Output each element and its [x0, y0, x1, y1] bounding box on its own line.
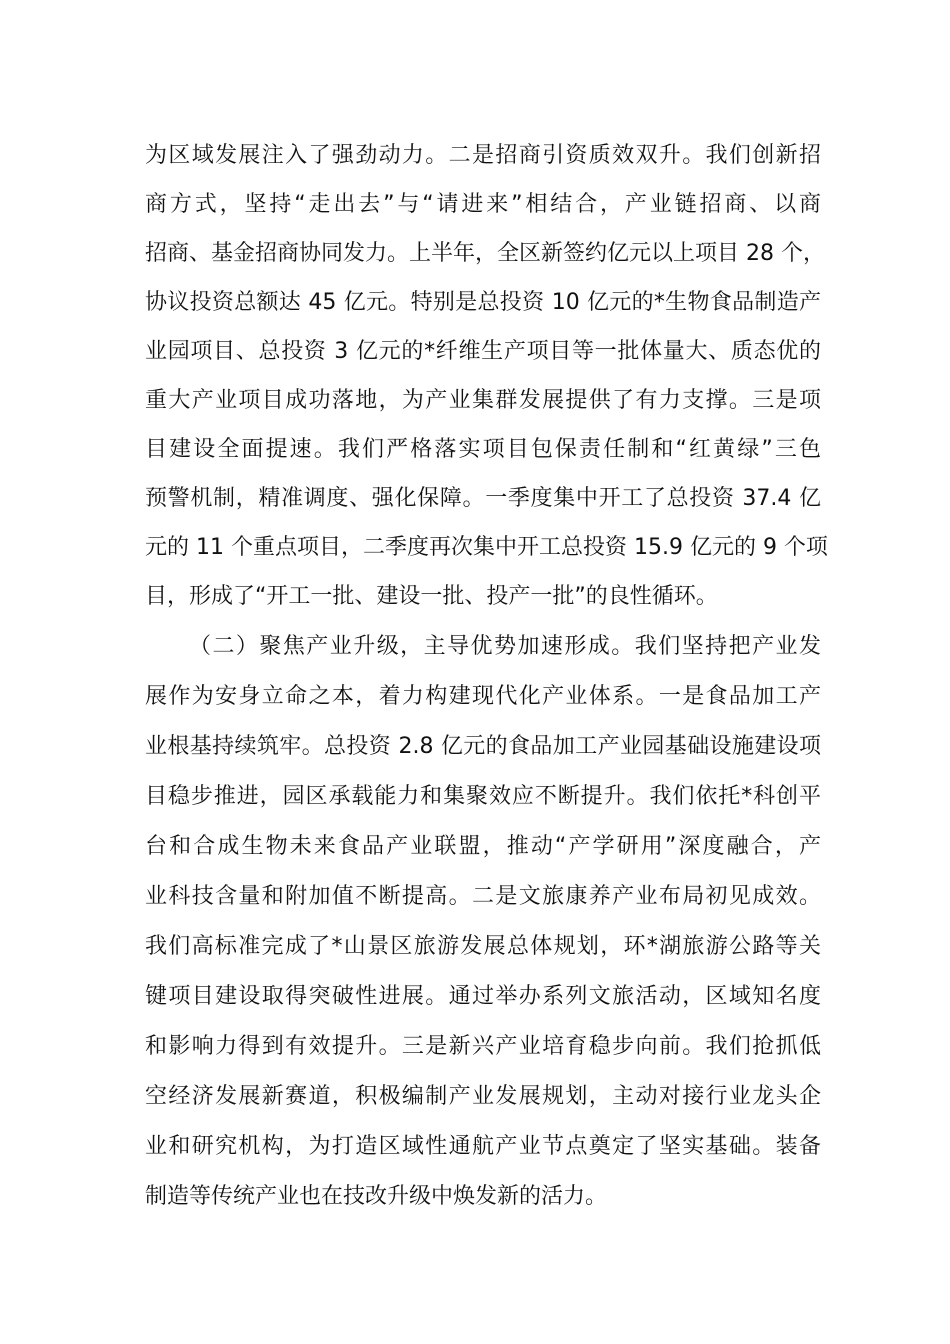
- text-line: 业根基持续筑牢。总投资 2.8 亿元的食品加工产业园基础设施建设项: [145, 734, 821, 759]
- text-line: 展作为安身立命之本，着力构建现代化产业体系。一是食品加工产: [145, 684, 821, 709]
- text-line: 台和合成生物未来食品产业联盟，推动“产学研用”深度融合，产: [145, 834, 821, 859]
- text-line: 为区域发展注入了强劲动力。二是招商引资质效双升。我们创新招: [145, 143, 821, 168]
- text-line: 元的 11 个重点项目，二季度再次集中开工总投资 15.9 亿元的 9 个项: [145, 535, 828, 560]
- text-line: 制造等传统产业也在技改升级中焕发新的活力。: [145, 1184, 608, 1209]
- text-line: 业和研究机构，为打造区域性通航产业节点奠定了坚实基础。装备: [145, 1134, 821, 1159]
- paragraph-industry-upgrade: [145, 622, 821, 1222]
- text-line: 协议投资总额达 45 亿元。特别是总投资 10 亿元的*生物食品制造产: [145, 290, 821, 315]
- text-line: 和影响力得到有效提升。三是新兴产业培育稳步向前。我们抢抓低: [145, 1034, 821, 1059]
- text-line: 键项目建设取得突破性进展。通过举办系列文旅活动，区域知名度: [145, 984, 821, 1009]
- text-line: 目建设全面提速。我们严格落实项目包保责任制和“红黄绿”三色: [145, 437, 821, 462]
- text-line: 业园项目、总投资 3 亿元的*纤维生产项目等一批体量大、质态优的: [145, 339, 821, 364]
- text-line: 业科技含量和附加值不断提高。二是文旅康养产业布局初见成效。: [145, 884, 821, 909]
- text-line: 预警机制，精准调度、强化保障。一季度集中开工了总投资 37.4 亿: [145, 486, 821, 511]
- text-line: 重大产业项目成功落地，为产业集群发展提供了有力支撑。三是项: [145, 388, 821, 413]
- text-line: 招商、基金招商协同发力。上半年，全区新签约亿元以上项目 28 个，: [145, 241, 825, 266]
- text-line: 空经济发展新赛道，积极编制产业发展规划，主动对接行业龙头企: [145, 1084, 821, 1109]
- text-line: 商方式，坚持“走出去”与“请进来”相结合，产业链招商、以商: [145, 192, 821, 217]
- text-line: （二）聚焦产业升级，主导优势加速形成。我们坚持把产业发: [189, 634, 821, 659]
- text-line: 目，形成了“开工一批、建设一批、投产一批”的良性循环。: [145, 584, 718, 609]
- paragraph-investment: [145, 131, 828, 621]
- text-line: 目稳步推进，园区承载能力和集聚效应不断提升。我们依托*科创平: [145, 784, 821, 809]
- text-line: 我们高标准完成了*山景区旅游发展总体规划，环*湖旅游公路等关: [145, 934, 821, 959]
